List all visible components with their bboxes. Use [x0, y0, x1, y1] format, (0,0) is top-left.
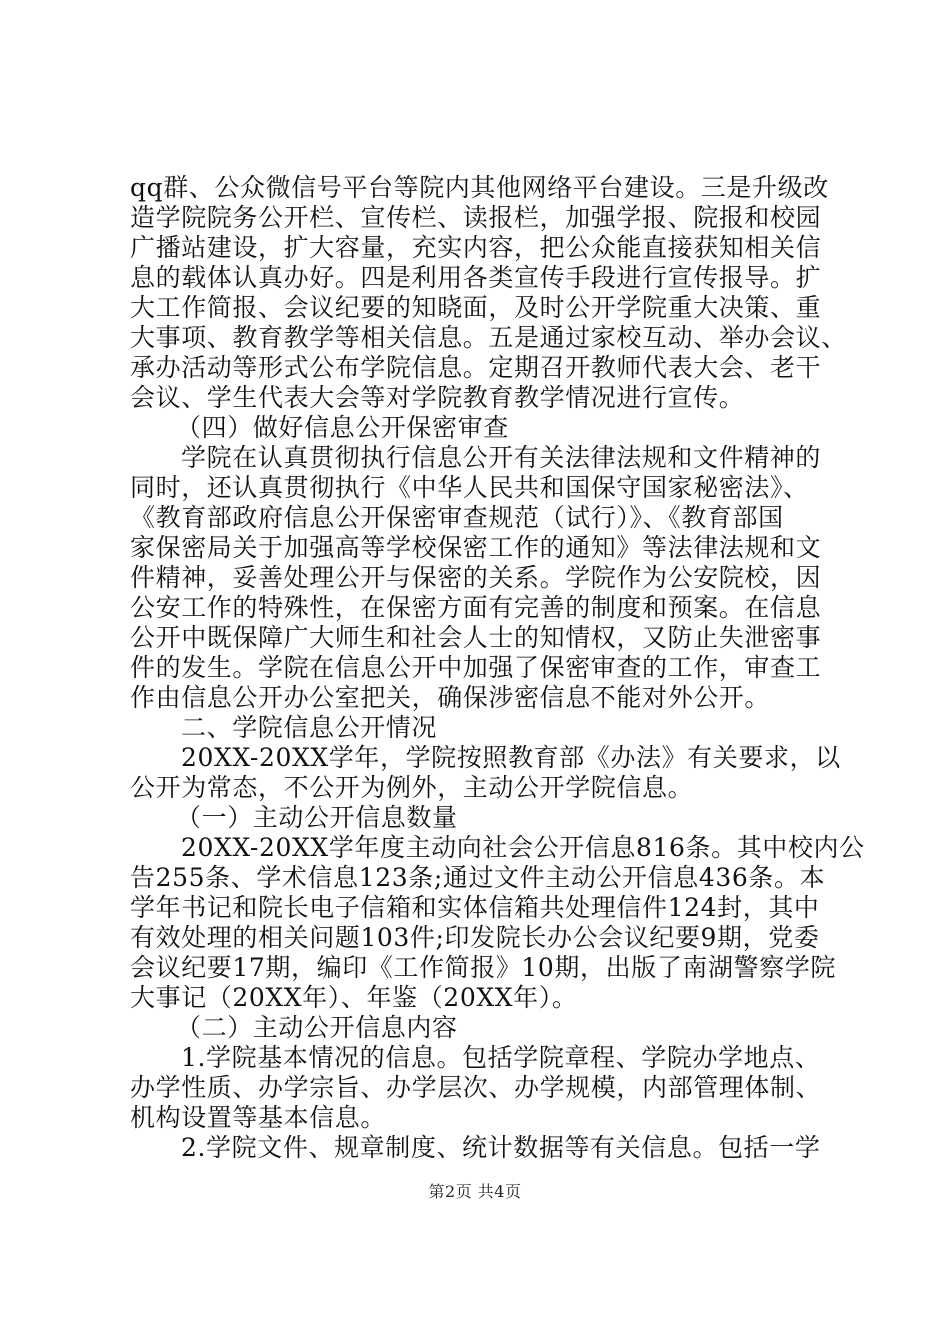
body-text-line: 告255条、学术信息123条;通过文件主动公开信息436条。本: [130, 863, 826, 892]
body-text-line: 学院在认真贯彻执行信息公开有关法律法规和文件精神的: [181, 443, 822, 472]
body-text-line: 2.学院文件、规章制度、统计数据等有关信息。包括一学: [181, 1133, 821, 1162]
section-heading: （一）主动公开信息数量: [176, 803, 458, 832]
body-text-line: 承办活动等形式公布学院信息。定期召开教师代表大会、老干: [130, 353, 822, 382]
body-text-line: 大事记（20XX年）、年鉴（20XX年）。: [130, 983, 578, 1012]
section-heading: （四）做好信息公开保密审查: [176, 413, 509, 442]
body-text-line: 大工作简报、会议纪要的知晓面，及时公开学院重大决策、重: [130, 293, 822, 322]
body-text-line: 公安工作的特殊性，在保密方面有完善的制度和预案。在信息: [130, 593, 822, 622]
body-text-line: 会议纪要17期，编印《工作简报》10期，出版了南湖警察学院: [130, 953, 837, 982]
body-text-line: 息的载体认真办好。四是利用各类宣传手段进行宣传报导。扩: [130, 263, 822, 292]
body-text-line: 机构设置等基本信息。: [130, 1103, 387, 1132]
body-text-line: qq群、公众微信号平台等院内其他网络平台建设。三是升级改: [130, 173, 829, 202]
page-number: 第2页 共4页: [428, 1182, 522, 1201]
body-text-line: 1.学院基本情况的信息。包括学院章程、学院办学地点、: [181, 1043, 821, 1072]
section-heading: 二、学院信息公开情况: [181, 713, 438, 742]
body-text-line: 会议、学生代表大会等对学院教育教学情况进行宣传。: [130, 383, 745, 412]
body-text-line: 件的发生。学院在信息公开中加强了保密审查的工作，审查工: [130, 653, 822, 682]
body-text-line: 《教育部政府信息公开保密审查规范（试行）》、《教育部国: [130, 503, 784, 532]
body-text-line: 办学性质、办学宗旨、办学层次、办学规模，内部管理体制、: [130, 1073, 822, 1102]
body-text-line: 同时，还认真贯彻执行《中华人民共和国保守国家秘密法》、: [130, 473, 809, 502]
body-text-line: 件精神，妥善处理公开与保密的关系。学院作为公安院校，因: [130, 563, 822, 592]
body-text-line: 造学院院务公开栏、宣传栏、读报栏，加强学报、院报和校园: [130, 203, 822, 232]
body-text-line: 20XX-20XX学年度主动向社会公开信息816条。其中校内公: [181, 833, 865, 862]
body-text-line: 有效处理的相关问题103件;印发院长办公会议纪要9期，党委: [130, 923, 820, 952]
body-text-line: 公开为常态，不公开为例外，主动公开学院信息。: [130, 773, 694, 802]
body-text-line: 广播站建设，扩大容量，充实内容，把公众能直接获知相关信: [130, 233, 822, 262]
body-text-line: 大事项、教育教学等相关信息。五是通过家校互动、举办会议、: [130, 323, 847, 352]
section-heading: （二）主动公开信息内容: [176, 1013, 458, 1042]
body-text-line: 学年书记和院长电子信箱和实体信箱共处理信件124封，其中: [130, 893, 820, 922]
body-text-line: 公开中既保障广大师生和社会人士的知情权，又防止失泄密事: [130, 623, 822, 652]
body-text-line: 20XX-20XX学年，学院按照教育部《办法》有关要求，以: [181, 743, 841, 772]
body-text-line: 作由信息公开办公室把关，确保涉密信息不能对外公开。: [130, 683, 771, 712]
body-text-line: 家保密局关于加强高等学校保密工作的通知》等法律法规和文: [130, 533, 822, 562]
